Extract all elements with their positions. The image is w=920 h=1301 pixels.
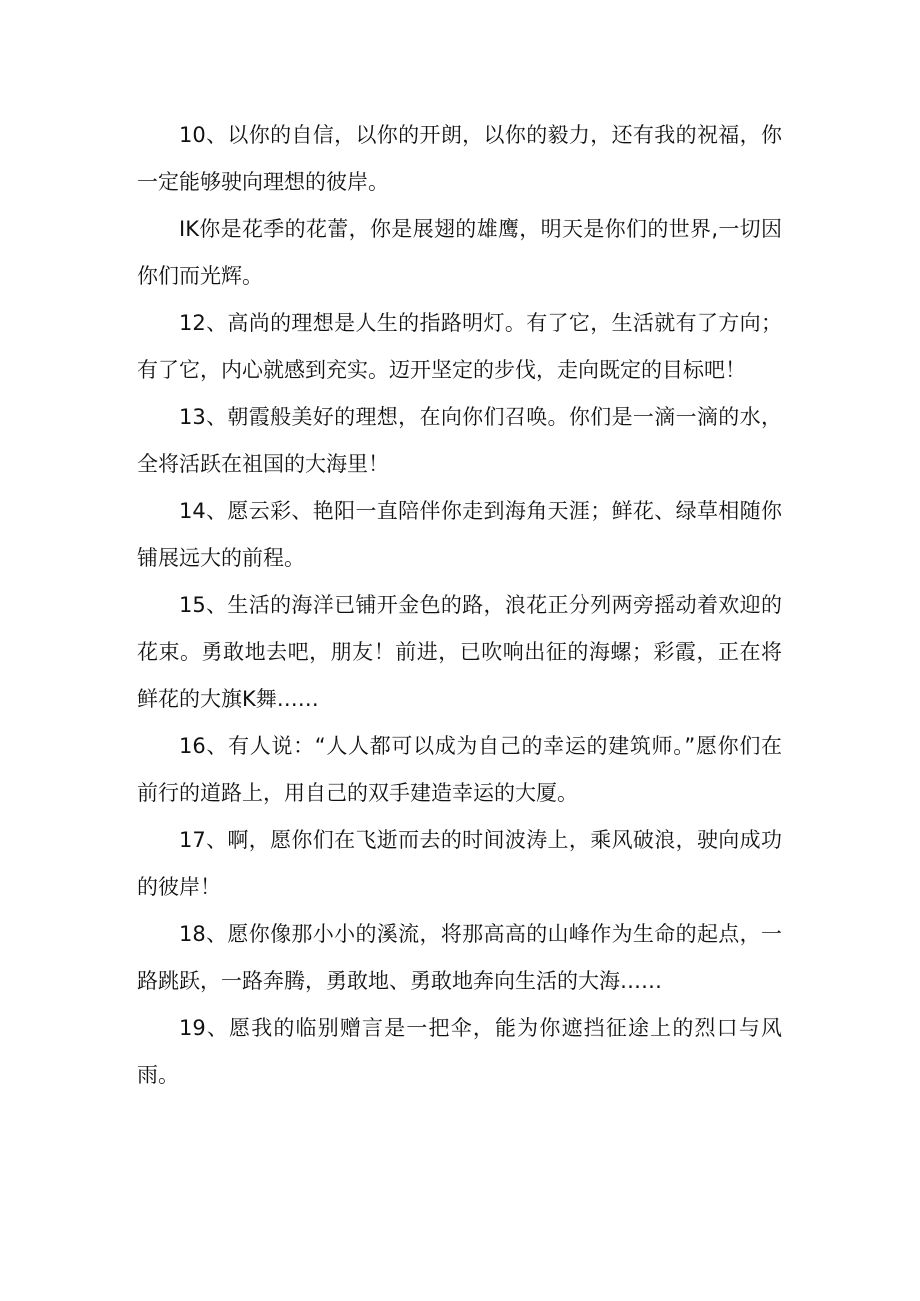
paragraph-14: 14、愿云彩、艳阳一直陪伴你走到海角天涯；鲜花、绿草相随你铺展远大的前程。 (137, 499, 782, 570)
paragraph-11: IK你是花季的花蕾，你是展翅的雄鹰，明天是你们的世界,一切因你们而光辉。 (137, 217, 782, 288)
paragraph-18: 18、愿你像那小小的溪流，将那高高的山峰作为生命的起点，一路跳跃，一路奔腾，勇敢地、勇敢地奔向生活的大海…… (137, 922, 782, 993)
paragraph-17: 17、啊，愿你们在飞逝而去的时间波涛上，乘风破浪，驶向成功的彼岸！ (137, 828, 782, 899)
paragraph-19: 19、愿我的临别赠言是一把伞，能为你遮挡征途上的烈口与风雨。 (137, 1016, 782, 1087)
paragraph-13: 13、朝霞般美好的理想，在向你们召唤。你们是一滴一滴的水，全将活跃在祖国的大海里！ (137, 405, 782, 476)
paragraph-15: 15、生活的海洋已铺开金色的路，浪花正分列两旁摇动着欢迎的花束。勇敢地去吧，朋友！前进，已吹响出征的海螺；彩霞，正在将鲜花的大旗K舞…… (137, 593, 782, 711)
paragraph-12: 12、高尚的理想是人生的指路明灯。有了它，生活就有了方向；有了它，内心就感到充实。迈开坚定的步伐，走向既定的目标吧！ (137, 311, 782, 382)
paragraph-16: 16、有人说：“人人都可以成为自己的幸运的建筑师。”愿你们在前行的道路上，用自己的双手建造幸运的大厦。 (137, 734, 782, 805)
document-body (137, 112, 782, 1099)
paragraph-10: 10、以你的自信，以你的开朗，以你的毅力，还有我的祝福，你一定能够驶向理想的彼岸。 (137, 123, 782, 194)
